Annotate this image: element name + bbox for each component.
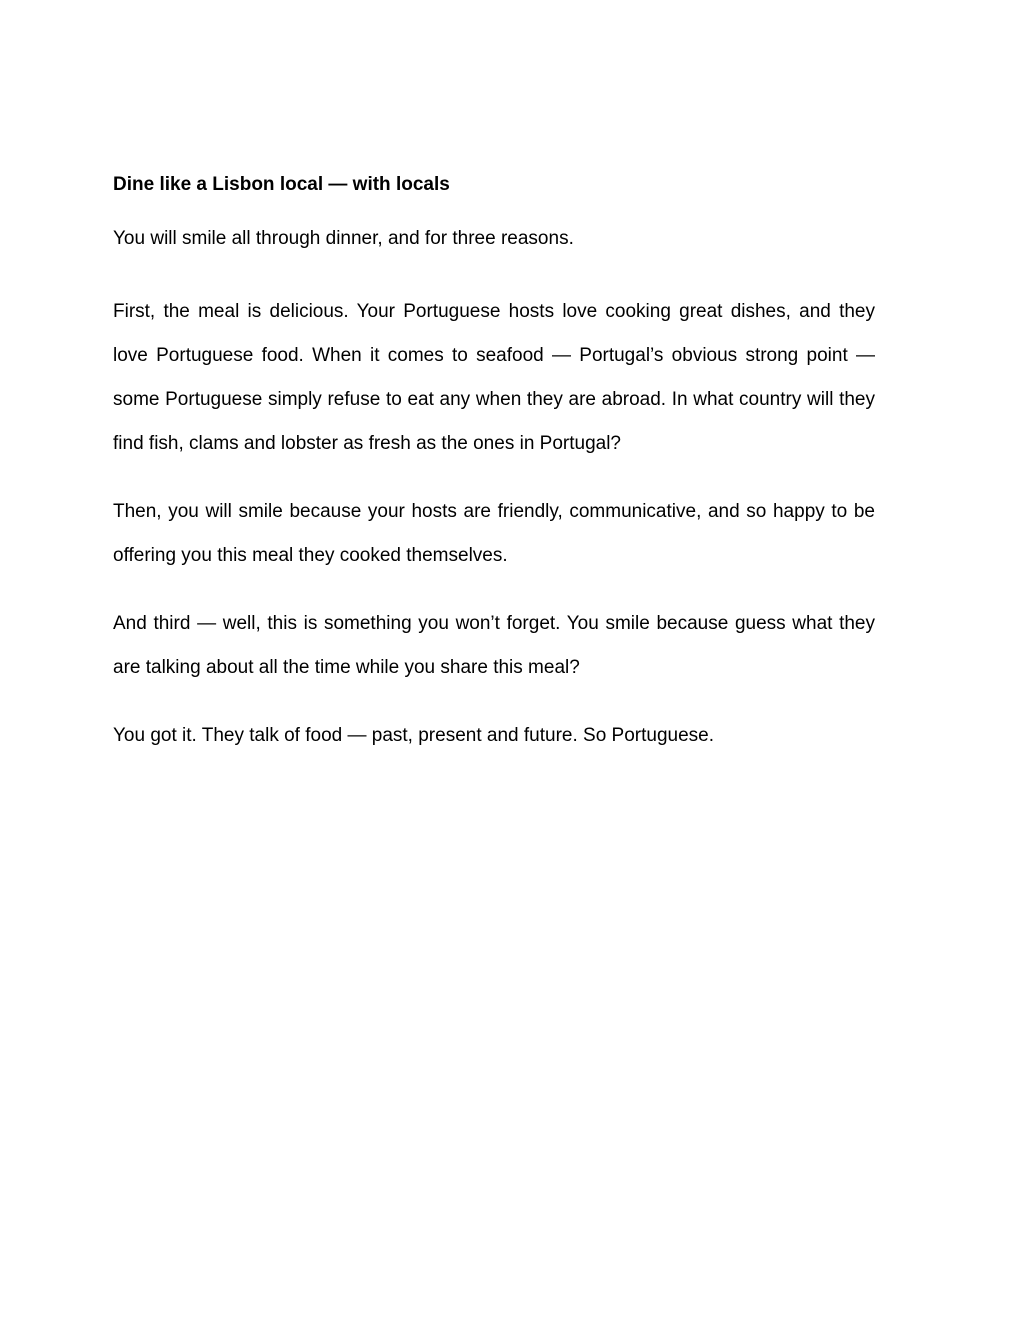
paragraph-intro: You will smile all through dinner, and for three reasons. [113,228,574,249]
document-title: Dine like a Lisbon local — with locals [113,174,450,195]
paragraph-third-reason: And third — well, this is something you won’t forget. You smile because guess what they are talking about all the time while you share this meal? [113,613,875,678]
document-page [113,170,875,782]
paragraph-first-reason: First, the meal is delicious. Your Portuguese hosts love cooking great dishes, and they love Portuguese food. When it comes to seafood — Portugal’s obvious strong point — some Portuguese simply refuse to eat any when they are abroad. In what country will they find fish, clams and lobster as fresh as the ones in Portugal? [113,301,875,454]
paragraph-second-reason: Then, you will smile because your hosts are friendly, communicative, and so happy to be offering you this meal they cooked themselves. [113,501,875,566]
paragraph-conclusion: You got it. They talk of food — past, present and future. So Portuguese. [113,725,714,746]
